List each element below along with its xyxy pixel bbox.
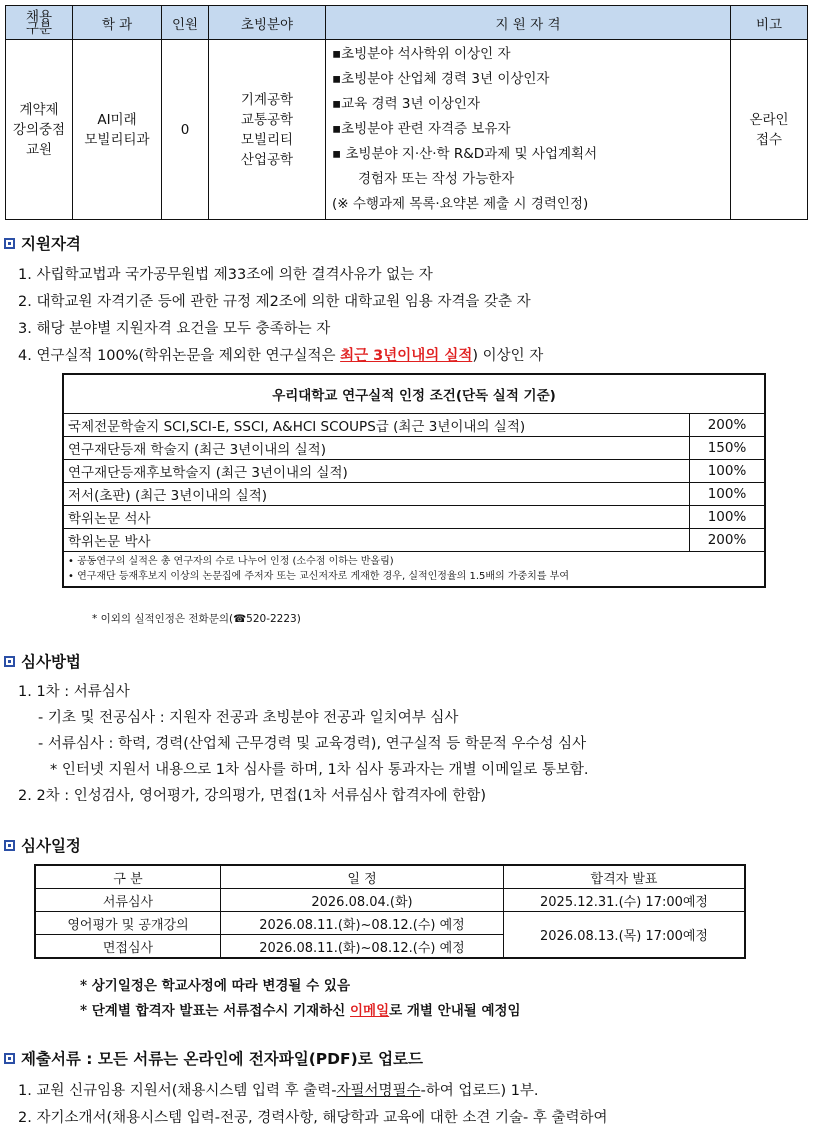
research-label: 연구재단등재 학술지 (최근 3년이내의 실적) <box>63 437 690 460</box>
review-line: - 기초 및 전공심사 : 지원자 전공과 초빙분야 전공과 일치여부 심사 <box>38 710 459 726</box>
review-line: - 서류심사 : 학력, 경력(산업체 근무경력 및 교육경력), 연구실적 등 학문적 우수성 심사 <box>38 736 587 752</box>
schedule-result: 2025.12.31.(수) 17:00예정 <box>504 889 746 912</box>
note2-post: 로 개별 안내될 예정임 <box>389 1003 521 1019</box>
header-dept: 학 과 <box>73 6 162 40</box>
research-note: • 연구재단 등재후보지 이상의 논문집에 주저자 또는 교신저자로 게재한 경우, 실적인정율의 1.5배의 가중치를 부여 <box>68 571 570 582</box>
section-docs-heading <box>4 1047 423 1069</box>
field-line: 모빌리티 <box>240 131 294 148</box>
research-label: 저서(초판) (최근 3년이내의 실적) <box>63 483 690 506</box>
dept-line: 모빌리티과 <box>84 131 150 148</box>
schedule-header-cell: 일 정 <box>221 865 504 889</box>
schedule-date: 2026.08.04.(화) <box>221 889 504 912</box>
item4-pre: 4. 연구실적 100%(학위논문을 제외한 연구실적은 <box>18 348 341 364</box>
dept-line: AI미래 <box>97 111 137 128</box>
remark-line: 접수 <box>755 131 783 148</box>
research-label: 국제전문학술지 SCI,SCI-E, SSCI, A&HCI SCOUPS급 (최근 3년이내의 실적) <box>63 414 690 437</box>
research-table-title: 우리대학교 연구실적 인정 조건(단독 실적 기준) <box>63 374 765 414</box>
docs-item1-post: -하여 업로드) 1부. <box>420 1083 539 1099</box>
type-line: 교원 <box>25 141 53 158</box>
section-title: 지원자격 <box>21 235 81 253</box>
schedule-note-2 <box>80 999 521 1019</box>
qualification-line: (※ 수행과제 목록·요약본 제출 시 경력인정) <box>332 196 589 212</box>
schedule-table <box>34 864 746 959</box>
schedule-date: 2026.08.11.(화)~08.12.(수) 예정 <box>221 912 504 935</box>
qualification-line: 경험자 또는 작성 가능한자 <box>358 171 515 187</box>
qualification-item: 2. 대학교원 자격기준 등에 관한 규정 제2조에 의한 대학교원 임용 자격을 갖춘 자 <box>18 294 531 310</box>
section-square-icon <box>4 238 15 249</box>
header-type <box>6 6 73 40</box>
item4-emphasis: 최근 3년이내의 실적 <box>340 348 473 364</box>
qualification-line: ▪초빙분야 산업체 경력 3년 이상인자 <box>332 71 550 87</box>
table-row <box>63 437 765 460</box>
schedule-name: 면접심사 <box>35 935 221 959</box>
table-row <box>35 912 745 935</box>
remark-cell <box>731 40 808 220</box>
note2-pre: * 단계별 합격자 발표는 서류접수시 기재하신 <box>80 1003 350 1019</box>
research-pct: 100% <box>690 483 766 506</box>
schedule-name: 서류심사 <box>35 889 221 912</box>
research-pct: 200% <box>690 529 766 552</box>
research-note: • 공동연구의 실적은 총 연구자의 수로 나누어 인정 (소수점 이하는 반올림) <box>68 556 394 567</box>
section-title: 심사방법 <box>21 653 81 671</box>
research-label: 학위논문 박사 <box>63 529 690 552</box>
schedule-header-cell: 구 분 <box>35 865 221 889</box>
field-line: 교통공학 <box>240 111 294 128</box>
review-line: * 인터넷 지원서 내용으로 1차 심사를 하며, 1차 심사 통과자는 개별 이메일로 통보함. <box>50 762 589 778</box>
schedule-date: 2026.08.11.(화)~08.12.(수) 예정 <box>221 935 504 959</box>
qualification-line: ▪초빙분야 석사학위 이상인 자 <box>332 46 511 62</box>
table-row <box>63 506 765 529</box>
research-pct: 150% <box>690 437 766 460</box>
header-qualification: 지 원 자 격 <box>326 6 731 40</box>
section-title: 제출서류 : 모든 서류는 온라인에 전자파일(PDF)로 업로드 <box>21 1050 423 1068</box>
section-schedule-heading <box>4 834 81 856</box>
docs-item-1 <box>18 1079 539 1100</box>
research-footnote: * 이외의 실적인정은 전화문의(☎520-2223) <box>92 613 301 625</box>
qualification-line: ▪ 초빙분야 지·산·학 R&D과제 및 사업계획서 <box>332 146 598 162</box>
research-pct: 100% <box>690 460 766 483</box>
recruit-table-header <box>6 6 808 40</box>
research-notes <box>63 552 765 588</box>
header-remark: 비고 <box>731 6 808 40</box>
dept-cell <box>73 40 162 220</box>
field-cell <box>209 40 326 220</box>
research-pct: 100% <box>690 506 766 529</box>
section-square-icon <box>4 840 15 851</box>
type-cell <box>6 40 73 220</box>
type-line: 강의중점 <box>12 121 66 138</box>
header-type-l1: 채용 구분 <box>25 8 53 37</box>
research-table <box>62 373 766 588</box>
table-row <box>63 414 765 437</box>
table-row <box>63 529 765 552</box>
section-square-icon <box>4 1053 15 1064</box>
item4-post: ) 이상인 자 <box>472 348 544 364</box>
schedule-name: 영어평가 및 공개강의 <box>35 912 221 935</box>
qualification-item: 1. 사립학교법과 국가공무원법 제33조에 의한 결격사유가 없는 자 <box>18 267 433 283</box>
qualification-item-4 <box>18 344 543 365</box>
count-cell: 0 <box>162 40 209 220</box>
docs-item1-pre: 1. 교원 신규임용 지원서(채용시스템 입력 후 출력- <box>18 1083 337 1099</box>
note2-email: 이메일 <box>350 1003 390 1019</box>
schedule-result: 2026.08.13.(목) 17:00예정 <box>504 912 746 959</box>
header-field: 초빙분야 <box>209 6 326 40</box>
schedule-header-cell: 합격자 발표 <box>504 865 746 889</box>
header-count: 인원 <box>162 6 209 40</box>
docs-item-2: 2. 자기소개서(채용시스템 입력-전공, 경력사항, 해당학과 교육에 대한 소견 기술- 후 출력하여 <box>18 1110 608 1126</box>
schedule-header <box>35 865 745 889</box>
schedule-note: * 상기일정은 학교사정에 따라 변경될 수 있음 <box>80 978 350 994</box>
qualification-line: ▪교육 경력 3년 이상인자 <box>332 96 480 112</box>
section-review-heading <box>4 650 81 672</box>
docs-item1-underline: 자필서명필수 <box>336 1083 421 1099</box>
review-line: 1. 1차 : 서류심사 <box>18 684 130 700</box>
table-row <box>63 460 765 483</box>
qualification-cell <box>326 40 731 220</box>
table-row <box>63 483 765 506</box>
qualification-item: 3. 해당 분야별 지원자격 요건을 모두 충족하는 자 <box>18 321 331 337</box>
qualification-line: ▪초빙분야 관련 자격증 보유자 <box>332 121 511 137</box>
recruit-table <box>5 5 808 220</box>
field-line: 산업공학 <box>240 151 294 168</box>
field-line: 기계공학 <box>240 91 294 108</box>
type-line: 계약제 <box>19 101 59 118</box>
research-label: 학위논문 석사 <box>63 506 690 529</box>
research-pct: 200% <box>690 414 766 437</box>
remark-line: 온라인 <box>749 111 789 128</box>
section-qualification-heading <box>4 232 81 254</box>
table-row <box>35 889 745 912</box>
section-title: 심사일정 <box>21 837 81 855</box>
research-label: 연구재단등재후보학술지 (최근 3년이내의 실적) <box>63 460 690 483</box>
review-line: 2. 2차 : 인성검사, 영어평가, 강의평가, 면접(1차 서류심사 합격자에 한함) <box>18 788 486 804</box>
recruit-row <box>6 40 808 220</box>
section-square-icon <box>4 656 15 667</box>
